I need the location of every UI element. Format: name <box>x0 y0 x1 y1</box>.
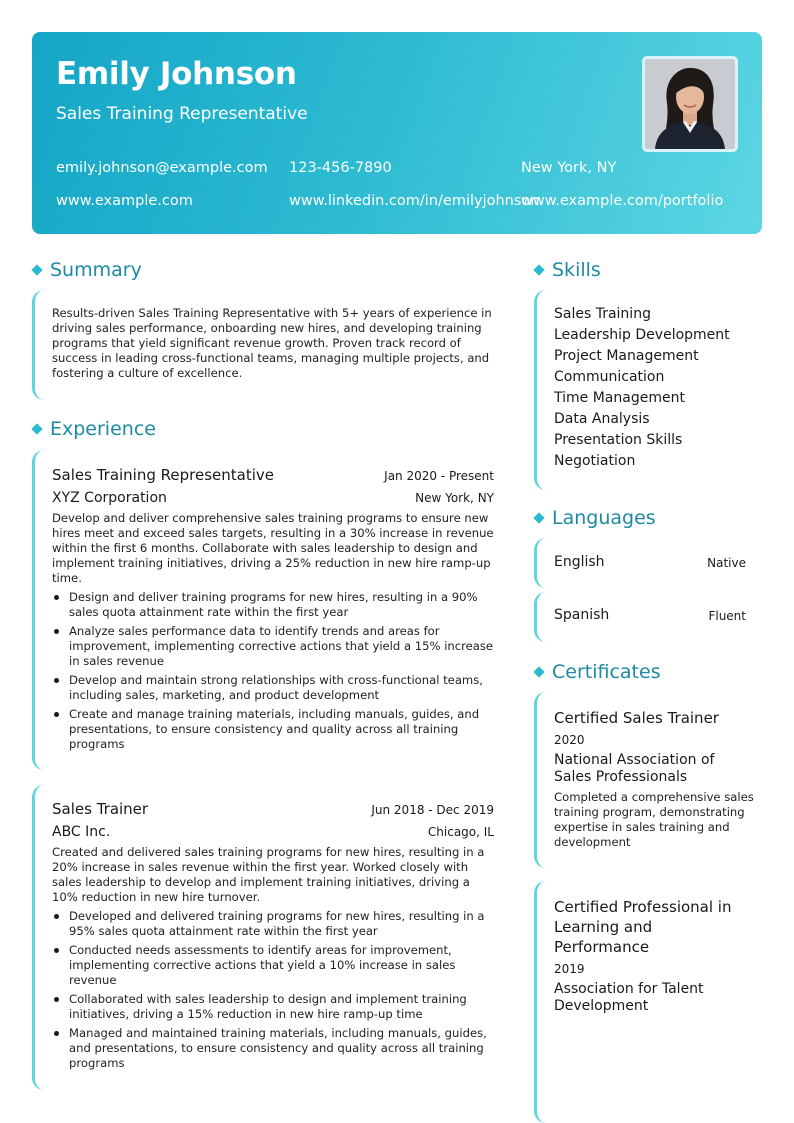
profile-photo <box>642 56 738 152</box>
list-item: Collaborated with sales leadership to design and implement training initiatives, driving a 15% reduction in new hire ramp-up time <box>52 992 498 1022</box>
skills-heading-label: Skills <box>552 259 601 281</box>
language-rule <box>534 538 546 588</box>
job-bullets <box>52 909 498 1075</box>
portrait-icon <box>645 59 735 149</box>
linkedin-link[interactable]: www.linkedin.com/in/emilyjohnson <box>289 193 540 209</box>
certificate-year: 2020 <box>554 733 585 747</box>
skills-rule <box>534 290 546 490</box>
job-rule <box>32 450 44 770</box>
list-item: Managed and maintained training materials, including manuals, guides, and presentations, to ensure consistency and quality across all training programs <box>52 1026 498 1071</box>
skills-list <box>554 304 730 472</box>
experience-heading-label: Experience <box>50 418 156 440</box>
email-link[interactable]: emily.johnson@example.com <box>56 160 268 176</box>
skill-item: Negotiation <box>554 453 636 469</box>
job-rule <box>32 785 44 1090</box>
certificate-org: Association for Talent Development <box>554 981 704 1014</box>
resume-header <box>32 32 762 234</box>
experience-heading <box>32 418 156 440</box>
job-bullets <box>52 590 498 756</box>
skill-item: Sales Training <box>554 306 651 322</box>
skill-item: Project Management <box>554 348 699 364</box>
summary-heading-label: Summary <box>50 259 142 281</box>
job-description: Develop and deliver comprehensive sales training programs to ensure new hires meet and exceed sales targets, resulting in a 30% increase in revenue within the first 6 months. Collaborate with sales leadership to design and implement training initiatives, driving a 25% reduction in new hire ramp-up time. <box>52 511 494 585</box>
certificate-rule <box>534 692 546 868</box>
skill-item: Communication <box>554 369 665 385</box>
candidate-role: Sales Training Representative <box>56 104 308 124</box>
summary-text: Results-driven Sales Training Representative with 5+ years of experience in driving sales performance, onboarding new hires, and developing training programs that yield significant revenue growth. Proven track record of success in leading cross-functional teams, managing multiple projects, and fostering a culture of excellence. <box>52 306 492 380</box>
job-company: XYZ Corporation <box>52 490 167 506</box>
job-dates: Jan 2020 - Present <box>384 469 494 483</box>
list-item: Developed and delivered training programs for new hires, resulting in a 95% sales quota attainment rate within the first year <box>52 909 498 939</box>
list-item: Analyze sales performance data to identify trends and areas for improvement, implementing corrective actions that yield a 15% increase in sales revenue <box>52 624 498 669</box>
language-name: Spanish <box>554 607 610 623</box>
job-dates: Jun 2018 - Dec 2019 <box>371 803 494 817</box>
skill-item: Time Management <box>554 390 685 406</box>
diamond-icon <box>31 264 42 275</box>
diamond-icon <box>31 423 42 434</box>
job-company: ABC Inc. <box>52 824 111 840</box>
skill-item: Leadership Development <box>554 327 730 343</box>
certificate-name: Certified Professional in Learning and Performance <box>554 898 732 956</box>
job-title: Sales Trainer <box>52 800 149 818</box>
list-item: Develop and maintain strong relationships with cross-functional teams, including sales, marketing, and product development <box>52 673 498 703</box>
list-item: Create and manage training materials, including manuals, guides, and presentations, to ensure consistency and quality across all training programs <box>52 707 498 752</box>
language-name: English <box>554 554 605 570</box>
skill-item: Data Analysis <box>554 411 650 427</box>
summary-heading <box>32 259 142 281</box>
language-level: Native <box>707 556 746 570</box>
job-location: Chicago, IL <box>427 825 494 839</box>
certificate-description: Completed a comprehensive sales training program, demonstrating expertise in sales training and development <box>554 790 754 849</box>
certificate-rule <box>534 881 546 1123</box>
diamond-icon <box>533 666 544 677</box>
job-title: Sales Training Representative <box>52 466 274 484</box>
job-description: Created and delivered sales training programs for new hires, resulting in a 20% increase in sales revenue within the first year. Worked closely with sales leadership to develop and implement training initiatives, driving a 10% reduction in new hire turnover. <box>52 845 485 904</box>
languages-heading-label: Languages <box>552 507 656 529</box>
certificates-heading-label: Certificates <box>552 661 661 683</box>
phone-number[interactable]: 123-456-7890 <box>289 160 392 176</box>
summary-rule <box>32 290 44 400</box>
portfolio-link[interactable]: www.example.com/portfolio <box>521 193 724 209</box>
language-level: Fluent <box>708 609 746 623</box>
list-item: Conducted needs assessments to identify areas for improvement, implementing corrective actions that yield a 10% increase in sales revenue <box>52 943 498 988</box>
certificates-heading <box>534 661 661 683</box>
certificate-name: Certified Sales Trainer <box>554 709 719 727</box>
skills-heading <box>534 259 601 281</box>
website-link[interactable]: www.example.com <box>56 193 193 209</box>
certificate-year: 2019 <box>554 962 585 976</box>
list-item: Design and deliver training programs for new hires, resulting in a 90% sales quota attainment rate within the first year <box>52 590 498 620</box>
location-text: New York, NY <box>521 160 617 176</box>
languages-heading <box>534 507 656 529</box>
candidate-name: Emily Johnson <box>56 56 297 92</box>
language-rule <box>534 592 546 642</box>
diamond-icon <box>533 264 544 275</box>
job-location: New York, NY <box>415 491 494 505</box>
diamond-icon <box>533 512 544 523</box>
skill-item: Presentation Skills <box>554 432 683 448</box>
certificate-org: National Association of Sales Professionals <box>554 752 715 785</box>
